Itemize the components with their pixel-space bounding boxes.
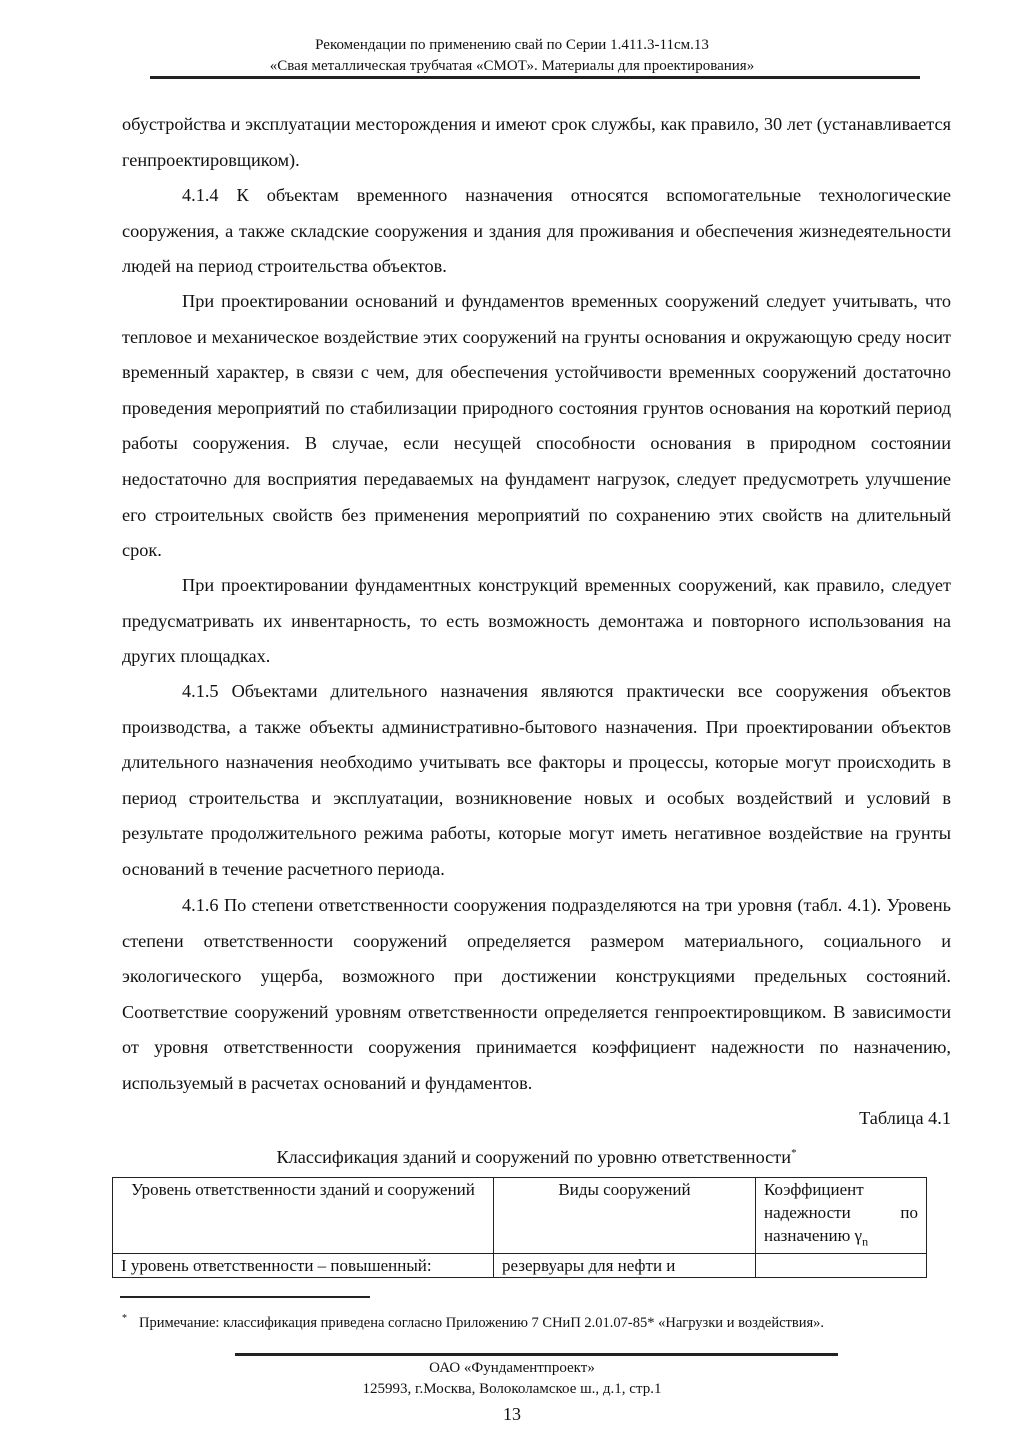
paragraph-4-1-6: 4.1.6 По степени ответственности сооружения подразделяются на три уровня (табл. 4.1). Уровень степени ответственности сооружений определяется размером материального, социального и экологического ущерба, возможного при достижении конструкциями предельных состояний. Соответствие сооружений уровням ответственности определяется генпроектировщиком. В зависимости от уровня ответственности сооружения принимается коэффициент надежности по назначению, используемый в расчетах оснований и фундаментов. [122,895,951,1093]
paragraph-4-1-5: 4.1.5 Объектами длительного назначения являются практически все сооружения объектов производства, а также объекты административно-бытового назначения. При проектировании объектов длительного назначения необходимо учитывать все факторы и процессы, которые могут происходить в период строительства и эксплуатации, возникновение новых и особых воздействий и условий в результате продолжительного режима работы, которые могут иметь негативное воздействие на грунты оснований в течение расчетного периода. [122,681,951,879]
footer-rule [235,1353,838,1356]
header-cell [756,1178,927,1254]
paragraph: При проектировании оснований и фундаментов временных сооружений следует учитывать, что тепловое и механическое воздействие этих сооружений на грунты основания и окружающую среду носит временный характер, в связи с чем, для обеспечения устойчивости временных сооружений достаточно проведения мероприятий по стабилизации природного состояния грунтов основания на короткий период работы сооружения. В случае, если несущей способности основания в природном состоянии недостаточно для восприятия передаваемых на фундамент нагрузок, следует предусмотреть улучшение его строительных свойств без применения мероприятий по сохранению этих свойств на длительный срок. [122,291,951,561]
paragraph: обустройства и эксплуатации месторождения и имеют срок службы, как правило, 30 лет (устанавливается генпроектировщиком). [122,114,951,170]
table-cell: резервуары для нефти и [494,1254,756,1278]
header-line-2: «Свая металлическая трубчатая «СМОТ». Материалы для проектирования» [269,58,755,74]
table-header-row [113,1178,927,1254]
responsibility-table [112,1177,927,1278]
table-cell: I уровень ответственности – повышенный: [113,1254,494,1278]
footer-org: ОАО «Фундаментпроект» [429,1360,595,1376]
header-cell: Уровень ответственности зданий и сооружений [113,1178,494,1254]
footnote-text: Примечание: классификация приведена согласно Приложению 7 СНиП 2.01.07-85* «Нагрузки и воздействия». [139,1314,825,1331]
table-row [113,1254,927,1278]
page-number: 13 [503,1404,521,1424]
footnote-separator [120,1296,370,1298]
subscript: n [862,1234,869,1249]
table-cell [756,1254,927,1278]
paragraph: При проектировании фундаментных конструкций временных сооружений, как правило, следует предусматривать их инвентарность, то есть возможность демонтажа и повторного использования на других площадках. [122,575,951,667]
table-title [122,1136,951,1176]
header-cell-text: Коэффициент надежности по назначению γ [764,1180,918,1245]
footnote-mark: * [791,1147,797,1159]
footnote [122,1308,951,1334]
header-line-1: Рекомендации по применению свай по Серии 1.411.3-11см.13 [315,37,709,53]
footer-address: 125993, г.Москва, Волоколамское ш., д.1, стр.1 [362,1381,662,1397]
table-label: Таблица 4.1 [859,1108,951,1128]
footnote-mark: * [122,1313,127,1324]
header-cell: Виды сооружений [494,1178,756,1254]
paragraph-4-1-4: 4.1.4 К объектам временного назначения относятся вспомогательные технологические сооружения, а также складские сооружения и здания для проживания и обеспечения жизнедеятельности людей на период строительства объектов. [122,185,951,277]
header-rule [150,76,920,79]
table-title-text: Классификация зданий и сооружений по уровню ответственности [276,1147,792,1168]
